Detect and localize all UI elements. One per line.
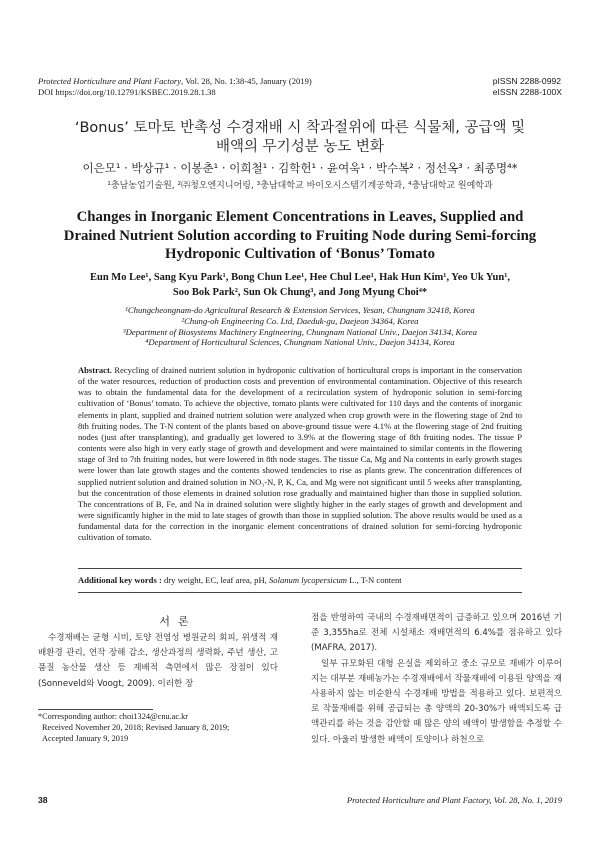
issn-block [493,76,562,98]
korean-title-line2: 배액의 무기성분 농도 변화 [216,139,384,155]
affiliation-1: ¹Chungcheongnam-do Agricultural Research & Extension Services, Yesan, Chungnam 32418, Korea [125,305,475,315]
footnote-rule [38,709,153,710]
footer-journal-info: Protected Horticulture and Plant Factory, Vol. 28, No. 1, 2019 [346,795,562,805]
pissn: pISSN 2288-0992 [492,76,562,86]
keywords-text-end: L., T-N content [347,575,402,585]
english-authors [40,270,560,300]
english-affiliations [40,305,560,348]
intro-left-column: 수경재배는 균형 시비, 토양 전염성 병원균의 회피, 위생적 재배환경 관리, 연작 장해 감소, 생산과정의 생력화, 주년 생산, 고품질 농산물 생산 등 재배적 측면에서 많은 장점이 있다(Sonneveld와 Voogt, 2009). 이러한 장 [38,633,278,689]
doi-link[interactable]: DOI https://doi.org/10.12791/KSBEC.2019.28.1.38 [38,87,216,97]
english-title-line3: Hydroponic Cultivation of ‘Bonus’ Tomato [165,246,435,262]
affiliation-4: ⁴Department of Horticultural Sciences, Chungnam National Univ., Daejon 34134, Korea [145,337,455,348]
keywords-species: Solanum lycopersicum [268,575,348,585]
keywords-bottom-rule [78,592,522,593]
eissn: eISSN 2288-100X [492,87,562,97]
abstract-text: Recycling of drained nutrient solution in hydroponic cultivation of horticultural crops is important in the conservation of the water resources, reduction of production costs and prevention of environmental contamination. Objective of this research was to obtain the fundamental data for the development of a recirculation system of hydroponic solution in semi-forcing cultivation of ‘Bonus’ tomato. To achieve the objective, tomato plants were cultivated for 110 days and the contents of inorganic elements in plant, supplied and drained nutrient solution were analyzed when crop growth were in the flowering stage of 2nd to 8th fruiting nodes. The T-N content of the plants based on above-ground tissue were 4.1% at the flowering stage of 2nd fruiting nodes (just after transplanting), and gradually get lowered to 3.9% at the flowering stage of 8th fruiting nodes. The tissue P contents were also high in very early stage of growth and development and were maintained to similar contents in the flowering stage of 3rd to 7th fruiting nodes, but were lowered in 8th node stages. The tissue Ca, Mg and Na contents in early growth stages were lower than late growth stages and the contents showed tendencies to rise as plants grew. The concentration differences of supplied nutrient solution and drained solution in NO₃-N, P, K, Ca, and Mg were not significant until 5 weeks after transplanting, but the concentration of those elements in drained solution rose gradually and maintained higher than those in supplied solution. The concentrations of B, Fe, and Na in drained solution were slightly higher in the early stages of growth and development and were significantly higher in the mid to late stages of growth than those in supplied solution. The above results would be used as a fundamental data for the correction in the inorganic element concentrations of drained solution for semi-forcing hydroponic cultivation of tomato. [78,365,522,543]
page-number: 38 [38,795,48,805]
abstract-label: Abstract. [78,365,112,375]
keywords [78,575,522,585]
keywords-top-rule [78,568,522,569]
journal-citation: , Vol. 28, No. 1:38-45, January (2019) [181,76,312,86]
korean-authors: 이은모¹ · 박상규¹ · 이봉춘¹ · 이희철¹ · 김학헌¹ · 윤여욱¹ · 박수복² · 정선옥³ · 최종명⁴* [82,161,518,175]
english-authors-line2: Soo Bok Park², Sun Ok Chung³, and Jong Myung Choi⁴* [172,287,428,298]
journal-name: Protected Horticulture and Plant Factory [38,76,182,86]
section-title-introduction: 서론 [159,615,197,628]
footnote [38,712,278,744]
korean-title [40,119,560,157]
corresponding-author: *Corresponding author: choi1324@cnu.ac.kr [38,712,189,721]
english-title-line2: Drained Nutrient Solution according to Fruiting Node during Semi-forcing [63,227,537,244]
korean-title-line1: ‘Bonus’ 토마토 반촉성 수경재배 시 착과절위에 따른 식물체, 공급액 및 [74,120,526,136]
affiliation-2: ²Chung-oh Engineering Co. Ltd, Daeduk-gu, Daejeon 34364, Korea [181,315,419,326]
korean-affiliations: ¹충남농업기술원, ²㈜청오엔지니어링, ³충남대학교 바이오시스템기계공학과, ⁴충남대학교 원예학과 [107,181,493,191]
accepted-date: Accepted January 9, 2019 [42,733,129,743]
english-title-line1: Changes in Inorganic Element Concentrations in Leaves, Supplied and [76,209,524,225]
english-authors-line1: Eun Mo Lee¹, Sang Kyu Park¹, Bong Chun Lee¹, Hee Chul Lee¹, Hak Hun Kim¹, Yeo Uk Yun¹, [90,272,510,283]
intro-right-column [311,611,562,748]
keywords-text: dry weight, EC, leaf area, pH, [161,575,269,585]
english-title [40,208,560,264]
keywords-label: Additional key words : [78,575,162,585]
journal-header [38,76,312,98]
abstract [78,365,522,544]
received-date: Received November 20, 2018; Revised January 8, 2019; [42,722,230,732]
intro-right-para1: 점을 반영하여 국내의 수경재배면적이 급증하고 있으며 2016년 기준 3,355ha로 전체 시설채소 재배면적의 6.4%를 점유하고 있다(MAFRA, 2017). [311,613,562,654]
affiliation-3: ³Department of Biosystems Machinery Engineering, Chungnam National Univ., Daejon 34134, Korea [123,326,477,337]
intro-right-para2: 일부 규모화된 대형 온실을 제외하고 중소 규모로 재배가 이루어지는 대부분 재배농가는 수경재배에서 작물재배에 이용된 양액을 재사용하지 않는 비순환식 수경재배 방법을 적용하고 있다. 보편적으로 작물재배를 위해 공급되는 총 양액의 20-30%가 배액되도록 급액관리를 하는 것을 감안할 때 많은 양의 배액이 발생함을 추정할 수 있다. 아울러 발생한 배액이 토양이나 하천으로 [311,658,562,745]
